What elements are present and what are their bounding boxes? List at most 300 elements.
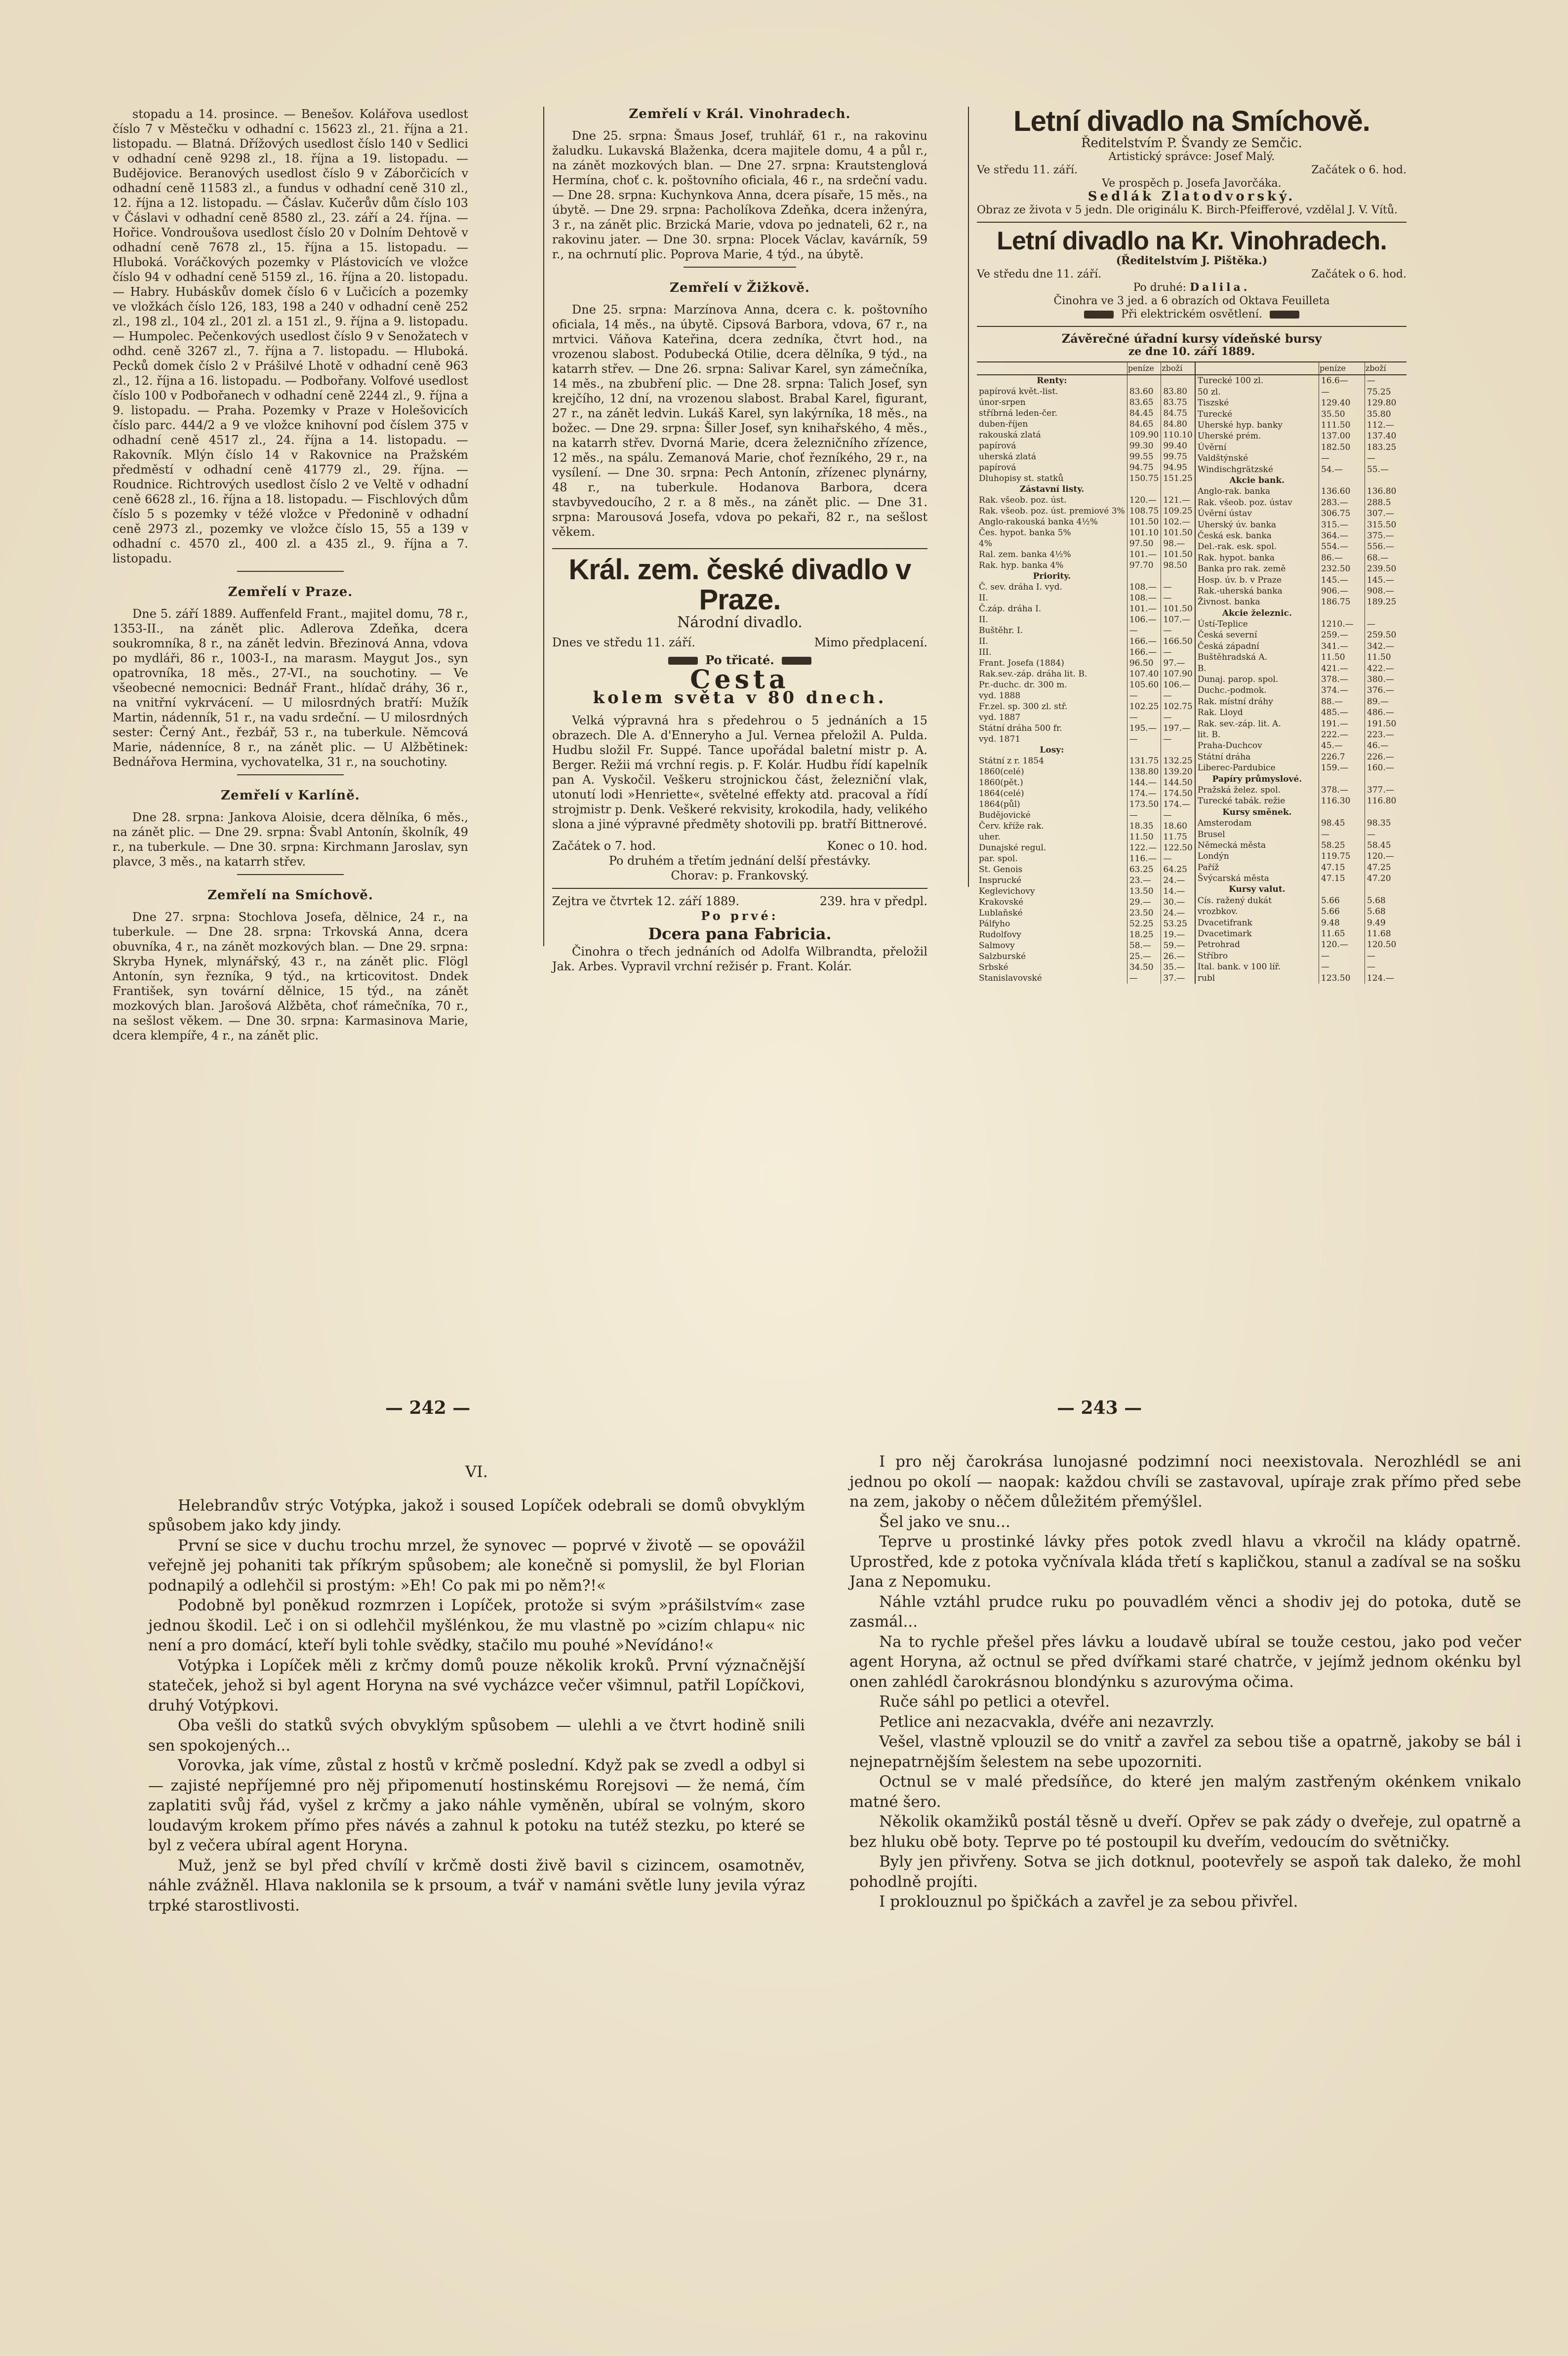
goods-price: [1365, 608, 1407, 619]
money-price: —: [1127, 625, 1161, 636]
money-price: 145.—: [1319, 575, 1365, 586]
first-time-label: Po prvé:: [701, 908, 779, 923]
goods-price: 102.—: [1161, 517, 1195, 527]
column-2: [552, 107, 927, 986]
security-name: Ústí-Teplice: [1197, 619, 1248, 630]
security-name: Dvacetifrank: [1197, 918, 1252, 928]
story-paragraph: Šel jako ve snu...: [879, 1513, 1010, 1531]
bourse-row: [977, 734, 1195, 745]
money-price: 105.60: [1127, 679, 1161, 690]
goods-price: 197.—: [1161, 723, 1195, 734]
theatre-subscription: Mimo předplacení.: [814, 635, 927, 649]
section-text: Dne 28. srpna: Jankova Aloisie, dcera dělníka, 6 měs., na zánět plic. — Dne 29. srpna: Švabl Antonín, školník, 49 r., na tuberkule. — Dne 30. srpna: Kirchmann Jaroslav, syn plavce, 3 měs., na katarrh střev.: [113, 810, 468, 869]
goods-price: [1161, 375, 1195, 386]
story-paragraph: Petlice ani nezacvakla, dvéře ani nezavrzly.: [879, 1713, 1215, 1731]
security-name: B.: [1197, 663, 1206, 674]
bourse-row: [977, 821, 1195, 832]
goods-price: 98.35: [1365, 818, 1407, 829]
money-price: 306.75: [1319, 508, 1365, 519]
security-name: Salmovy: [979, 941, 1015, 951]
security-name: Úvěrní ústav: [1197, 509, 1252, 519]
security-name: Zástavní listy.: [1019, 484, 1085, 495]
goods-price: —: [1161, 853, 1195, 864]
security-name: Dvacetimark: [1197, 929, 1252, 939]
bourse-row: [977, 679, 1195, 690]
goods-price: 30.—: [1161, 897, 1195, 908]
bourse-row: [1195, 762, 1407, 773]
bourse-row: [977, 647, 1195, 658]
security-name: Akcie železnic.: [1222, 608, 1292, 618]
goods-price: 46.—: [1365, 740, 1407, 751]
money-price: 11.50: [1127, 832, 1161, 842]
security-name: Pr.-duchc. dr. 300 m.: [979, 680, 1067, 690]
money-price: 108.75: [1127, 506, 1161, 517]
security-name: Švýcarská města: [1197, 874, 1269, 884]
security-name: papírová: [979, 441, 1016, 451]
divider: [552, 888, 927, 889]
goods-price: 110.10: [1161, 430, 1195, 440]
story-paragraph: I proklouznul po špičkách a zavřel je za sebou přivřel.: [879, 1893, 1298, 1911]
story-paragraph: Teprve u prostinké lávky přes potok zvedl hlavu a vkročil na klády opatrně. Uprostřed, kde z potoka vyčnívala kláda třetí s kapličkou, stanul a zadíval se na sošku Jana z Nepomuku.: [849, 1533, 1521, 1591]
bourse-row: [977, 810, 1195, 821]
money-price: 47.15: [1319, 873, 1365, 884]
security-name: Rak. hyp. banka 4%: [979, 560, 1064, 571]
theatre-subtitle: Národní divadlo.: [677, 613, 803, 631]
bourse-row: [1195, 696, 1407, 707]
section-heading: Zemřelí v Král. Vinohradech.: [629, 107, 851, 121]
bourse-row: [1195, 973, 1407, 984]
bourse-row: [977, 636, 1195, 647]
bourse-row: [1195, 530, 1407, 541]
section-heading: Zemřelí v Žižkově.: [670, 280, 810, 295]
security-name: Del.-rak. esk. spol.: [1197, 542, 1277, 552]
money-price: —: [1319, 951, 1365, 961]
security-name: Hosp. úv. b. v Praze: [1197, 575, 1282, 585]
goods-price: 174.—: [1161, 799, 1195, 810]
money-price: 195.—: [1127, 723, 1161, 734]
security-name: par. spol.: [979, 854, 1018, 864]
bourse-row: [977, 875, 1195, 886]
security-name: Německá města: [1197, 840, 1266, 850]
story-paragraph: Octnul se v malé předsíňce, do které jen malým zastřeným okénkem vnikalo matné šero.: [849, 1773, 1521, 1811]
bourse-row: [977, 842, 1195, 853]
bourse-row: [977, 853, 1195, 864]
goods-price: 99.40: [1161, 440, 1195, 451]
goods-price: —: [1365, 619, 1407, 630]
section-text: Dne 25. srpna: Marzínova Anna, dcera c. k. poštovního oficiala, 14 měs., na úbytě. Cipsová Barbora, vdova, 67 r., na mrtvici. Váňova Kateřina, dcera zedníka, čtvrt hod., na vrozenou slabost. Podubecká Otilie, dcera dělníka, 9 týd., na katarrh střev. — Dne 26. srpna: Salivar Karel, syn zámečníka, 14 měs., na zbubření plic. — Dne 28. srpna: Talich Josef, syn krejčího, 12 dní, na vrozenou slabost. Brabal Karel, figurant, 27 r., na zánět ledvin. Lukáš Karel, syn lakýrníka, 18 měs., na božec. — Dne 29. srpna: Šiller Josef, syn knihařského, 4 měs., na katarrh střev. Dvorná Marie, dcera železničního zřízence, 12 měs., na spálu. Zemanová Marie, choť řezníkého, 29 r., na vysílení. — Dne 30. srpna: Pech Antonín, zřízenec plynárny, 48 r., na tuberkule. Hodanova Barbora, dcera stavbyvedoucího, 2 r. a 8 měs., na zánět plic. — Dne 31. srpna: Marousová Josefa, vdova po pekaři, 82 r., na sešlost věkem.: [552, 303, 927, 539]
bourse-row: [1195, 663, 1407, 674]
security-name: Anglo-rak. banka: [1197, 486, 1271, 497]
money-price: [1319, 608, 1365, 619]
smichov-start: Začátek o 6. hod.: [1311, 163, 1407, 176]
vinohrady-play: Dalila.: [1190, 281, 1250, 294]
goods-price: 189.25: [1365, 597, 1407, 607]
security-name: 1860(pět.): [979, 778, 1023, 788]
bourse-row: [1195, 906, 1407, 917]
goods-price: 109.25: [1161, 506, 1195, 517]
money-price: 222.—: [1319, 729, 1365, 740]
bourse-row: [1195, 508, 1407, 519]
theatre-title: Král. zem. české divadlo v Praze.: [568, 554, 911, 616]
goods-price: 183.25: [1365, 442, 1407, 453]
goods-price: —: [1161, 582, 1195, 593]
security-name: Červ. kříže rak.: [979, 821, 1044, 832]
money-price: 150.75: [1127, 473, 1161, 484]
money-price: 186.75: [1319, 597, 1365, 607]
goods-price: —: [1365, 951, 1407, 961]
goods-price: 83.75: [1161, 397, 1195, 408]
pointing-hand-icon: [668, 657, 698, 665]
story-paragraph: Helebrandův strýc Votýpka, jakož i soused Lopíček odebrali se domů obvyklým spůsobem jako kdy jindy.: [148, 1496, 805, 1534]
goods-price: 151.25: [1161, 473, 1195, 484]
bourse-row: [1195, 420, 1407, 431]
bourse-row: [977, 745, 1195, 756]
money-price: 116.—: [1127, 853, 1161, 864]
money-price: [1319, 774, 1365, 785]
security-name: vyd. 1887: [979, 713, 1021, 723]
security-name: únor-srpen: [979, 398, 1026, 408]
goods-price: 144.50: [1161, 777, 1195, 788]
play-start: Začátek o 7. hod.: [552, 839, 656, 853]
bourse-row: [977, 777, 1195, 788]
bourse-row: [1195, 851, 1407, 862]
section-text: Dne 5. září 1889. Auffenfeld Frant., majitel domu, 78 r., 1353-II., na zánět plic. Adlerova Zdeňka, dcera soukromníka, 8 r., na zánět ledvin. Březinová Anna, vdova po mydláři, 86 r., 1003-I., na marasm. Maygut Jos., syn opatrovníka, 18 měs., 27-VI., na souchotiny. — Ve všeobecné nemocnici: Bednář Frant., hlídač dráhy, 36 r., na vnitřní vykrvácení. — U milosrdných bratří: Mužík Martin, nádenník, 51 r., na vadu srdeční. — U milosrdných sester: Černý Ant., řezbář, 53 r., na tuberkule. Němcová Marie, nádenníce, 8 r., na zánět plic. — U Alžbětinek: Bednářova Hermina, vychovatelka, 31 r., na souchotiny.: [113, 607, 468, 769]
bourse-table-left: [977, 361, 1195, 984]
security-name: II.: [979, 615, 988, 625]
security-name: Salzburské: [979, 952, 1026, 962]
goods-price: —: [1161, 810, 1195, 821]
bourse-row: [977, 430, 1195, 440]
money-price: 374.—: [1319, 685, 1365, 696]
bourse-row: [1195, 619, 1407, 630]
pointing-hand-icon: [1084, 311, 1114, 319]
goods-price: 102.75: [1161, 701, 1195, 712]
story-right-column: [849, 1452, 1521, 2252]
goods-price: 137.40: [1365, 431, 1407, 441]
divider: [237, 874, 344, 875]
security-name: rakouská zlatá: [979, 430, 1041, 440]
bourse-row: [1195, 884, 1407, 895]
goods-price: 129.80: [1365, 398, 1407, 408]
security-name: Londýn: [1197, 851, 1229, 862]
money-price: 86.—: [1319, 553, 1365, 563]
bourse-row: [977, 962, 1195, 973]
money-price: 421.—: [1319, 663, 1365, 674]
money-price: 11.65: [1319, 928, 1365, 939]
goods-price: 486.—: [1365, 707, 1407, 718]
money-price: 122.—: [1127, 842, 1161, 853]
chorus-note: Chorav: p. Frankovský.: [671, 868, 809, 882]
goods-price: 101.50: [1161, 549, 1195, 560]
money-price: 98.45: [1319, 818, 1365, 829]
money-price: 84.45: [1127, 408, 1161, 419]
bourse-row: [977, 690, 1195, 701]
security-name: Lublaňské: [979, 908, 1023, 918]
security-name: Pražská želez. spol.: [1197, 785, 1281, 795]
security-name: Rak.sev.-záp. dráha lit. B.: [979, 669, 1087, 679]
bourse-row: [1195, 475, 1407, 486]
goods-price: 288.5: [1365, 497, 1407, 508]
bourse-row: [1195, 707, 1407, 718]
goods-price: 5.68: [1365, 906, 1407, 917]
bourse-row: [1195, 486, 1407, 497]
story-paragraph: Náhle vztáhl prudce ruku po pouvadlém věnci a shodiv jej do potoka, dutě se zasmál...: [849, 1593, 1521, 1631]
goods-price: 98.—: [1161, 538, 1195, 549]
bourse-row: [1195, 652, 1407, 663]
col-header-money: peníze: [1319, 362, 1365, 375]
money-price: —: [1319, 961, 1365, 972]
money-price: 11.50: [1319, 652, 1365, 663]
goods-price: —: [1365, 375, 1407, 386]
money-price: 16.6—: [1319, 375, 1365, 386]
security-name: duben-říjen: [979, 419, 1028, 430]
vinohrady-date: Ve středu dne 11. září.: [977, 268, 1102, 281]
goods-price: 5.68: [1365, 895, 1407, 906]
money-price: —: [1127, 734, 1161, 745]
bourse-row: [1195, 796, 1407, 806]
bourse-row: [1195, 553, 1407, 563]
bourse-row: [977, 527, 1195, 538]
money-price: 25.—: [1127, 951, 1161, 962]
security-name: Insprucké: [979, 876, 1022, 886]
bourse-title: Závěrečné úřadní kursy vídeňské bursy: [1061, 331, 1322, 346]
security-name: Rak.-uherská banka: [1197, 586, 1283, 596]
story-paragraph: Vešel, vlastně vplouzil se do vnitř a zavřel za sebou tiše a opatrně, jakoby se bál i nejnepatrnějším šelestem na sebe upozorniti.: [849, 1733, 1521, 1771]
bourse-row: [1195, 641, 1407, 652]
goods-price: —: [1161, 625, 1195, 636]
bourse-row: [1195, 939, 1407, 950]
story-paragraph: Votýpka i Lopíček měli z krčmy domů pouze několik kroků. První význačnější stateček, jehož si byl agent Horyna na své vycházce večer všimnul, patřil Lopíčkovi, druhý Votýpkovi.: [148, 1656, 805, 1715]
goods-price: 99.75: [1161, 451, 1195, 462]
goods-price: 58.45: [1365, 840, 1407, 851]
column-divider: [968, 107, 969, 887]
bourse-row: [977, 625, 1195, 636]
bourse-row: [977, 582, 1195, 593]
column-3: [977, 105, 1407, 984]
security-name: uherská zlatá: [979, 452, 1037, 462]
money-price: 109.90: [1127, 430, 1161, 440]
bourse-row: [977, 549, 1195, 560]
goods-price: —: [1161, 734, 1195, 745]
col-header-goods: zboží: [1161, 362, 1195, 375]
bourse-row: [1195, 752, 1407, 762]
security-name: Liberec-Pardubice: [1197, 763, 1276, 773]
section-heading: Zemřelí v Praze.: [228, 585, 353, 599]
goods-price: [1161, 484, 1195, 495]
goods-price: 106.—: [1161, 679, 1195, 690]
goods-price: 24.—: [1161, 875, 1195, 886]
money-price: 13.50: [1127, 886, 1161, 897]
security-name: Pálfyho: [979, 919, 1010, 929]
money-price: [1127, 571, 1161, 582]
bourse-row: [977, 375, 1195, 386]
story-paragraph: První se sice v duchu trochu mrzel, že synovec — poprvé v životě — se opovážil veřejně jej pohaniti tak příkrým spůsobem; ale konečně si pomyslil, že byl Florian podnapilý a odlehčil si prostým: »Eh! Co pak mi po něm?!«: [148, 1536, 805, 1595]
column-divider: [543, 107, 544, 946]
bourse-row: [1195, 774, 1407, 785]
goods-price: 94.95: [1161, 462, 1195, 473]
goods-price: —: [1365, 961, 1407, 972]
security-name: Windischgrätzské: [1197, 464, 1273, 475]
security-name: Budějovické: [979, 810, 1031, 821]
goods-price: 68.—: [1365, 553, 1407, 563]
security-name: Dluhopisy st. statků: [979, 474, 1064, 484]
bourse-row: [977, 408, 1195, 419]
bourse-row: [1195, 719, 1407, 729]
money-price: 119.75: [1319, 851, 1365, 862]
security-name: vyd. 1871: [979, 734, 1021, 745]
bourse-row: [1195, 563, 1407, 574]
next-play-title: Dcera pana Fabricia.: [648, 924, 832, 943]
goods-price: 18.60: [1161, 821, 1195, 832]
goods-price: 120.—: [1365, 851, 1407, 862]
money-price: 116.30: [1319, 796, 1365, 806]
tomorrow-date: Zejtra ve čtvrtek 12. září 1889.: [552, 894, 740, 908]
goods-price: 223.—: [1365, 729, 1407, 740]
security-name: Č. sev. dráha I. vyd.: [979, 582, 1063, 593]
vinohrady-second: Po druhé:: [1133, 281, 1187, 294]
goods-price: 315.50: [1365, 519, 1407, 530]
col-header-goods: zboží: [1365, 362, 1407, 375]
play-description: Velká výpravná hra s předehrou o 5 jednáních a 15 obrazech. Dle A. d'Enneryho a Jul. Vernea přeložil A. Pulda. Hudbu složil Fr. Suppé. Tance upořádal baletní mistr p. A. Berger. Režii má vrchní regis. p. F. Kolár. Hudbu řídí kapelník pan A. Vyskočil. Veškeru strojnickou část, železniční vlak, utonutí lodi »Henriette«, světelné effekty atd. pracoval a řídí strojmistr p. Denk. Veškeré rekvisity, krokodila, hady, velikého slona a jiné výpravné předměty shotovili pp. bratří Bittnerové.: [552, 713, 927, 831]
money-price: 101.10: [1127, 527, 1161, 538]
story-paragraph: Několik okamžiků postál těsně u dveří. Opřev se pak zády o dveřeje, zul opatrně a bez hluku obě boty. Teprve po té postoupil ku dveřím, vedoucím do světničky.: [849, 1813, 1521, 1851]
money-price: 58.25: [1319, 840, 1365, 851]
security-name: Tiszské: [1197, 398, 1229, 408]
goods-price: —: [1161, 712, 1195, 723]
money-price: 364.—: [1319, 530, 1365, 541]
bourse-row: [1195, 597, 1407, 607]
money-price: 226.7: [1319, 752, 1365, 762]
goods-price: 98.50: [1161, 560, 1195, 571]
bourse-row: [1195, 398, 1407, 408]
security-name: vrozbkov.: [1197, 907, 1238, 917]
money-price: 23.—: [1127, 875, 1161, 886]
bourse-row: [977, 799, 1195, 810]
bourse-row: [977, 766, 1195, 777]
money-price: 111.50: [1319, 420, 1365, 431]
goods-price: 908.—: [1365, 586, 1407, 597]
goods-price: 556.—: [1365, 541, 1407, 552]
goods-price: 121.—: [1161, 495, 1195, 506]
story-paragraph: Muž, jenž se byl před chvílí v krčmě dosti živě bavil s cizincem, osamotněv, náhle zvážněl. Hlava naklonila se k prsoum, a tvář v namáni světle luny jevila výraz trpké starostlivosti.: [148, 1856, 805, 1915]
money-price: 138.80: [1127, 766, 1161, 777]
money-price: 144.—: [1127, 777, 1161, 788]
money-price: [1319, 807, 1365, 818]
goods-price: 259.50: [1365, 630, 1407, 640]
money-price: 341.—: [1319, 641, 1365, 652]
bourse-row: [977, 451, 1195, 462]
story-paragraph: Ruče sáhl po petlici a otevřel.: [879, 1693, 1110, 1711]
goods-price: [1161, 571, 1195, 582]
goods-price: 136.80: [1365, 486, 1407, 497]
money-price: 906.—: [1319, 586, 1365, 597]
divider: [977, 222, 1407, 223]
bourse-row: [1195, 586, 1407, 597]
bourse-row: [977, 506, 1195, 517]
money-price: —: [1319, 829, 1365, 840]
security-name: Duchc.-podmok.: [1197, 685, 1267, 696]
money-price: 58.—: [1127, 940, 1161, 951]
goods-price: 14.—: [1161, 886, 1195, 897]
goods-price: 75.25: [1365, 387, 1407, 398]
security-name: Priority.: [1033, 571, 1071, 582]
security-name: II.: [979, 637, 988, 647]
goods-price: —: [1161, 690, 1195, 701]
goods-price: 9.49: [1365, 918, 1407, 928]
money-price: 99.30: [1127, 440, 1161, 451]
bourse-row: [1195, 519, 1407, 530]
bourse-row: [977, 658, 1195, 669]
security-name: Turecké 100 zl.: [1197, 376, 1264, 386]
security-name: 50 zl.: [1197, 387, 1221, 397]
goods-price: 47.25: [1365, 862, 1407, 873]
goods-price: —: [1161, 593, 1195, 603]
tomorrow-subscription: 239. hra v předpl.: [819, 894, 927, 908]
security-name: Paříž: [1197, 862, 1219, 873]
security-name: Kursy valut.: [1229, 884, 1286, 895]
security-name: Rak. všeob. poz. ústav: [1197, 497, 1292, 508]
security-name: 1864(půl): [979, 799, 1020, 810]
bourse-row: [977, 462, 1195, 473]
security-name: Petrohrad: [1197, 940, 1240, 950]
security-name: St. Genois: [979, 865, 1023, 875]
security-name: Rak. Lloyd: [1197, 708, 1243, 718]
divider: [552, 548, 927, 549]
bourse-row: [1195, 409, 1407, 420]
goods-price: 107.90: [1161, 669, 1195, 679]
bourse-row: [1195, 918, 1407, 928]
security-name: papírová: [979, 463, 1016, 473]
bourse-row: [977, 918, 1195, 929]
story-paragraph: Vorovka, jak víme, zůstal z hostů v krčmě poslední. Když pak se zvedl a odbyl si — zajisté nepříjemné pro něj připomenutí hostinskému Rorejsovi — že nemá, čím zaplatiti svůj řád, vyšel z krčmy a jako náhle vyměněn, ubíral se volným, skoro loudavým krokem přímo přes návés a zahnul k potoku na tutéž stezku, po které se byl z večera ubíral agent Horyna.: [148, 1757, 805, 1854]
story-paragraph: Oba vešli do statků svých obvyklým spůsobem — ulehli a ve čtvrt hodině snili sen spokojených...: [148, 1717, 805, 1755]
pointing-hand-icon: [1270, 311, 1299, 319]
money-price: [1127, 484, 1161, 495]
smichov-play: Sedlák Zlatodvorský.: [1087, 189, 1296, 204]
money-price: 35.50: [1319, 409, 1365, 420]
security-name: Uherské hyp. banky: [1197, 420, 1283, 431]
money-price: 54.—: [1319, 464, 1365, 475]
security-name: Renty:: [1037, 376, 1067, 386]
next-play-description: Činohra o třech jednáních od Adolfa Wilbrandta, přeložil Jak. Arbes. Vypravil vrchní režisér p. Frant. Kolár.: [552, 944, 927, 973]
goods-price: 35.80: [1365, 409, 1407, 420]
money-price: 96.50: [1127, 658, 1161, 669]
money-price: 166.—: [1127, 636, 1161, 647]
security-name: Čes. hypot. banka 5%: [979, 528, 1071, 538]
section-text: Dne 27. srpna: Stochlova Josefa, dělnice, 24 r., na tuberkule. — Dne 28. srpna: Trkovská Anna, dcera obuvníka, 4 r., na zánět mozkových blan. — Dne 29. srpna: Skryba Hynek, mlynářský, 43 r., na zánět plic. Flögl Antonín, syn řezníka, 9 týd., na krticovitost. Dndek František, syn tovární dělnice, 15 týd., na zánět mozkových blan. Jarošová Alžběta, choť rámečníka, 70 r., na sešlost věkem. — Dne 30. srpna: Karmasinova Marie, dcera klempíře, 4 r., na zánět plic.: [113, 910, 468, 1042]
bourse-row: [977, 788, 1195, 799]
security-name: Stříbro: [1197, 951, 1228, 961]
security-name: Srbské: [979, 962, 1008, 973]
money-price: 137.00: [1319, 431, 1365, 441]
vinohrady-theatre-title: Letní divadlo na Kr. Vinohradech.: [997, 226, 1387, 255]
goods-price: 120.50: [1365, 939, 1407, 950]
page-number-right: — 243 —: [1057, 1398, 1142, 1418]
divider: [237, 774, 344, 775]
goods-price: 64.25: [1161, 864, 1195, 875]
bourse-row: [977, 484, 1195, 495]
goods-price: 11.50: [1365, 652, 1407, 663]
bourse-row: [977, 973, 1195, 984]
goods-price: 375.—: [1365, 530, 1407, 541]
goods-price: [1365, 807, 1407, 818]
money-price: 120.—: [1319, 939, 1365, 950]
security-name: Kursy směnek.: [1222, 807, 1292, 817]
smichov-artistic: Artistický správce: Josef Malý.: [1108, 150, 1275, 163]
security-name: Dunaj. parop. spol.: [1197, 675, 1279, 685]
goods-price: —: [1161, 647, 1195, 658]
security-name: rubl: [1197, 973, 1215, 983]
